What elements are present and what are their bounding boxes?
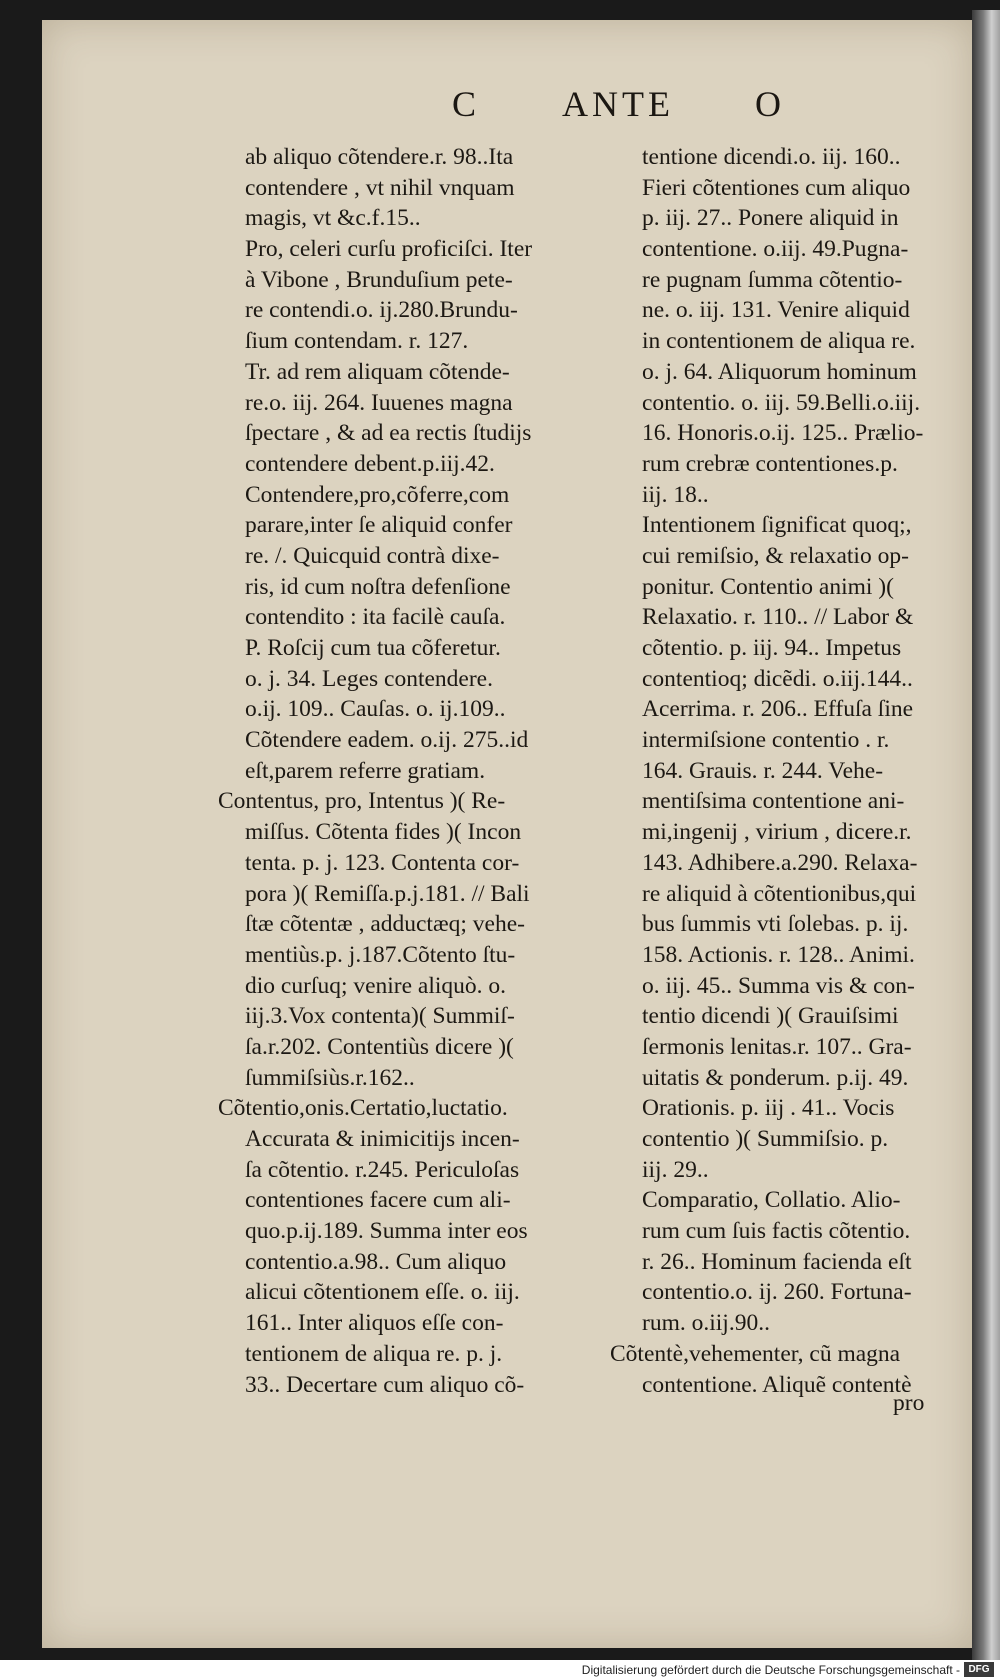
text-line: ſium contendam. r. 127. (245, 328, 469, 355)
text-line: Contentus, pro, Intentus )( Re- (218, 788, 506, 815)
text-line: 16. Honoris.o.ij. 125.. Prælio- (642, 420, 924, 447)
text-line: Contendere,pro,cõferre,com (245, 481, 510, 508)
text-line: iij. 18.. (642, 481, 709, 508)
text-line: ſtæ cõtentæ , adductæq; vehe- (245, 911, 525, 938)
text-line: dio curſuq; venire aliquò. o. (245, 972, 507, 999)
text-line: ſummiſsiùs.r.162.. (245, 1064, 415, 1091)
header-left-letter: C (452, 84, 481, 124)
text-line: in contentionem de aliqua re. (642, 328, 916, 355)
running-header (42, 83, 972, 133)
text-line: contentio. o. iij. 59.Belli.o.iij. (642, 389, 921, 416)
text-line: à Vibone , Brunduſium pete- (245, 266, 513, 293)
text-line: o.ij. 109.. Cauſas. o. ij.109.. (245, 696, 506, 723)
text-line: contendere debent.p.iij.42. (245, 450, 495, 477)
text-line: uitatis & ponderum. p.ij. 49. (642, 1064, 909, 1091)
text-line: o. iij. 45.. Summa vis & con- (642, 972, 915, 999)
text-line: alicui cõtentionem eſſe. o. iij. (245, 1279, 520, 1306)
digitization-footer (0, 1660, 1000, 1680)
text-line: 143. Adhibere.a.290. Relaxa- (642, 849, 918, 876)
text-line: Fieri cõtentiones cum aliquo (642, 174, 911, 201)
text-line: rum. o.iij.90.. (642, 1310, 770, 1337)
text-line: Cõtentio,onis.Certatio,luctatio. (218, 1095, 508, 1122)
text-line: contentio )( Summiſsio. p. (642, 1126, 889, 1152)
text-line: contentioq; dicẽdi. o.iij.144.. (642, 665, 913, 692)
dfg-logo: DFG (964, 1662, 994, 1677)
text-line: cui remiſsio, & relaxatio op- (642, 542, 909, 569)
text-line: re. /. Quicquid contrà dixe- (245, 542, 500, 569)
text-line: mentiùs.p. j.187.Cõtento ſtu- (245, 941, 516, 968)
text-line: Orationis. p. iij . 41.. Vocis (642, 1095, 895, 1122)
text-line: ne. o. iij. 131. Venire aliquid (642, 297, 910, 324)
text-line: tenta. p. j. 123. Contenta cor- (245, 849, 520, 876)
text-line: contentiones facere cum ali- (245, 1187, 511, 1214)
text-line: 158. Actionis. r. 128.. Animi. (642, 941, 915, 968)
text-line: 164. Grauis. r. 244. Vehe- (642, 757, 884, 784)
text-line: mi,ingenij , virium , dicere.r. (642, 819, 912, 846)
text-line: re pugnam ſumma cõtentio- (642, 266, 903, 293)
text-line: p. iij. 27.. Ponere aliquid in (642, 205, 899, 232)
text-line: Cõtendere eadem. o.ij. 275..id (245, 727, 529, 754)
text-line: contendito : ita facilè cauſa. (245, 604, 506, 631)
text-line: pora )( Remiſſa.p.j.181. // Bali (245, 880, 530, 907)
text-line: contentione. o.iij. 49.Pugna- (642, 236, 909, 263)
text-line: ris, id cum noſtra defenſione (245, 573, 511, 600)
text-line: Comparatio, Collatio. Alio- (642, 1187, 901, 1214)
text-line: rum crebræ contentiones.p. (642, 450, 898, 477)
text-line: Tr. ad rem aliquam cõtende- (245, 358, 510, 385)
text-line: tentione dicendi.o. iij. 160.. (642, 144, 901, 170)
footer-credit: Digitalisierung gefördert durch die Deutsche Forschungsgemeinschaft - (581, 1663, 960, 1677)
text-line: eſt,parem referre gratiam. (245, 757, 486, 784)
text-line: Accurata & inimicitijs incen- (245, 1126, 520, 1152)
text-line: re contendi.o. ij.280.Brundu- (245, 297, 518, 324)
text-line: contentio.a.98.. Cum aliquo (245, 1248, 507, 1275)
text-line: quo.p.ij.189. Summa inter eos (245, 1218, 528, 1245)
text-line: tentio dicendi )( Grauiſsimi (642, 1003, 899, 1030)
text-line: P. Roſcij cum tua cõferetur. (245, 635, 501, 661)
header-right-letter: O (755, 84, 785, 124)
text-line: ſa.r.202. Contentiùs dicere )( (245, 1033, 514, 1060)
text-line: iij. 29.. (642, 1156, 709, 1183)
text-line: ſa cõtentio. r.245. Periculoſas (245, 1156, 520, 1183)
text-line: ponitur. Contentio animi )( (642, 573, 894, 600)
text-line: 161.. Inter aliquos eſſe con- (245, 1310, 504, 1337)
text-line: ſermonis lenitas.r. 107.. Gra- (642, 1033, 912, 1060)
text-line: contentio.o. ij. 260. Fortuna- (642, 1279, 912, 1306)
text-line: magis, vt &c.f.15.. (245, 205, 421, 232)
catchword: pro (893, 1390, 925, 1416)
text-line: ab aliquo cõtendere.r. 98..Ita (245, 144, 514, 170)
text-line: 33.. Decertare cum aliquo cõ- (245, 1371, 525, 1398)
text-line: re aliquid à cõtentionibus,qui (642, 880, 917, 907)
text-line: iij.3.Vox contenta)( Summiſ- (245, 1003, 515, 1030)
text-line: o. j. 34. Leges contendere. (245, 665, 493, 692)
text-line: r. 26.. Hominum facienda eſt (642, 1248, 912, 1275)
text-line: Relaxatio. r. 110.. // Labor & (642, 604, 914, 631)
text-line: cõtentio. p. iij. 94.. Impetus (642, 635, 902, 661)
text-line: rum cum ſuis factis cõtentio. (642, 1218, 911, 1245)
text-line: Intentionem ſignificat quoq;, (642, 512, 912, 539)
text-line: parare,inter ſe aliquid confer (245, 512, 513, 539)
text-line: o. j. 64. Aliquorum hominum (642, 358, 917, 385)
text-line: mentiſsima contentione ani- (642, 788, 905, 815)
text-line: ſpectare , & ad ea rectis ſtudijs (245, 420, 532, 447)
text-line: miſſus. Cõtenta fides )( Incon (245, 819, 522, 846)
right-column (610, 142, 982, 1400)
text-line: re.o. iij. 264. Iuuenes magna (245, 389, 513, 416)
text-line: Pro, celeri curſu proficiſci. Iter (245, 236, 533, 263)
text-line: Acerrima. r. 206.. Effuſa ſine (642, 696, 914, 723)
left-column (218, 142, 620, 1400)
text-line: bus ſummis vti ſolebas. p. ij. (642, 911, 909, 938)
text-line: Cõtentè,vehementer, cũ magna (610, 1340, 901, 1367)
text-line: tentionem de aliqua re. p. j. (245, 1340, 503, 1367)
text-line: contendere , vt nihil vnquam (245, 174, 515, 201)
text-line: intermiſsione contentio . r. (642, 727, 890, 754)
header-title: ANTE (562, 84, 674, 124)
text-line: contentione. Aliquẽ contentè (642, 1371, 912, 1398)
